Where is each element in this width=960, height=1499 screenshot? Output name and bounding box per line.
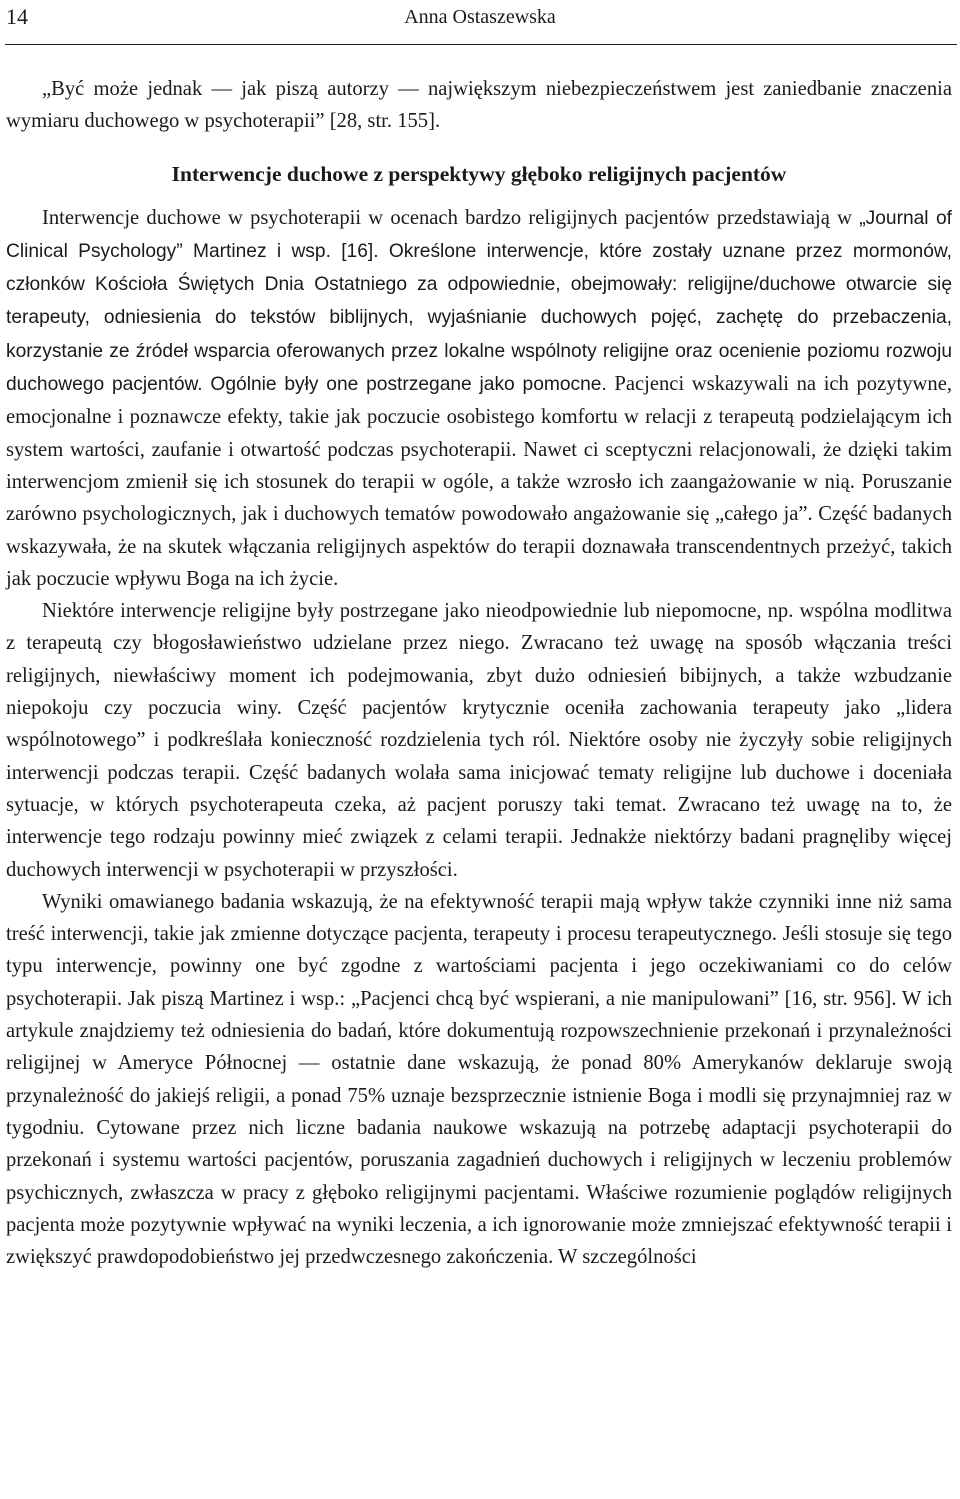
page-number: 14	[6, 4, 28, 29]
paragraph-1-rest: Pacjenci wskazywali na ich pozytywne, emocjonalne i poznawcze efekty, takie jak poczucie osobistego komfortu w relacji z terapeutą podzielającym ich system wartości, zaufanie i otwartość podczas psychoterapii. Nawet ci sceptyczni relacjonowali, że dzięki takim interwencjom zmienił się ich stosunek do terapii w ogóle, a także wzrosło ich zaangażowanie w nią. Poruszanie zarówno psychologicznych, jak i duchowych tematów powodowało angażowanie się „całego ja”. Część badanych wskazywała, że na skutek włączania religijnych aspektów do terapii doznawała transcendentnych przeżyć, takich jak poczucie wpływu Boga na ich życie.	[6, 373, 952, 590]
paragraph-2: Niektóre interwencje religijne były postrzegane jako nieodpowiednie lub niepomocne, np. wspólna modlitwa z terapeutą czy błogosławieństwo udzielane przez niego. Zwracano też uwagę na sposób włączania treści religijnych, niewłaściwy moment ich podejmowania, zbyt dużo odniesień bibijnych, a także wzbudzanie niepokoju czy poczucia winy. Część pacjentów krytycznie oceniła zachowania terapeuty jako „lidera wspólnotowego” i podkreślała konieczność rozdzielenia tych ról. Niektóre osoby nie życzyły sobie religijnych interwencji podczas terapii. Część badanych wolała sama inicjować tematy religijne lub duchowe i doceniała sytuacje, w których psychoterapeuta czeka, aż pacjent poruszy taki temat. Zwracano też uwagę na to, że interwencje tego rodzaju powinny mieć związek z celami terapii. Jednakże niektórzy badani pragnęliby więcej duchowych interwencji w psychoterapii w przyszłości.	[6, 600, 952, 881]
paragraph-3: Wyniki omawianego badania wskazują, że na efektywność terapii mają wpływ także czynniki inne niż sama treść interwencji, takie jak zmienne dotyczące pacjenta, terapeuty i procesu terapeutycznego. Jeśli stosuje się tego typu interwencje, powinny one być zgodne z wartościami pacjenta i jego oczekiwaniami co do celów psychoterapii. Jak piszą Martinez i wsp.: „Pacjenci chcą być wspierani, a nie manipulowani” [16, str. 956]. W ich artykule znajdziemy też odniesienia do badań, które dokumentują rozpowszechnienie przekonań i przynależności religijnej w Ameryce Północnej — ostatnie dane wskazują, że ponad 80% Amerykanów deklaruje swoją przynależność do jakiejś religii, a ponad 75% uznaje bezsprzecznie istnienie Boga i modli się przynajmniej raz w tygodniu. Cytowane przez nich liczne badania naukowe wskazują na potrzebę adaptacji psychoterapii do przekonań i systemu wartości pacjentów, poruszania zagadnień duchowych i religijnych w leczeniu problemów psychicznych, zwłaszcza w pracy z głęboko religijnymi pacjentami. Właściwe rozumienie poglądów religijnych pacjenta może pozytywnie wpływać na wyniki leczenia, a ich ignorowanie może zmniejszać efektywność terapii i zwiększyć prawdopodobieństwo jej przedwczesnego zakończenia. W szczególności	[6, 890, 952, 1269]
article-body	[6, 73, 952, 1273]
paragraph-1-intro: Interwencje duchowe w psychoterapii w ocenach bardzo religijnych pacjentów przedstawiają w	[42, 206, 860, 229]
quote-paragraph: „Być może jednak — jak piszą autorzy — największym niebezpieczeństwem jest zaniedbanie znaczenia wymiaru duchowego w psychoterapii” [28, str. 155].	[6, 78, 952, 133]
section-heading: Interwencje duchowe z perspektywy głęboko religijnych pacjentów	[171, 161, 787, 186]
page-header	[0, 0, 960, 46]
paragraph-1	[6, 202, 952, 596]
header-rule	[5, 44, 957, 45]
paragraph-1-sans-segment: „Journal of Clinical Psychology” Martinez i wsp. [16]. Określone interwencje, które zostały uznane przez mormonów, członków Kościoła Świętych Dnia Ostatniego za odpowiednie, obejmowały: religijne/duchowe otwarcie się terapeuty, odniesienia do tekstów biblijnych, wyjaśnianie duchowych pojęć, zachętę do przebaczenia, korzystanie ze źródeł wsparcia oferowanych przez lokalne wspólnoty religijne oraz ocenienie poziomu rozwoju duchowego pacjentów. Ogólnie były one postrzegane jako pomocne.	[6, 207, 952, 396]
running-head-author: Anna Ostaszewska	[404, 6, 556, 28]
